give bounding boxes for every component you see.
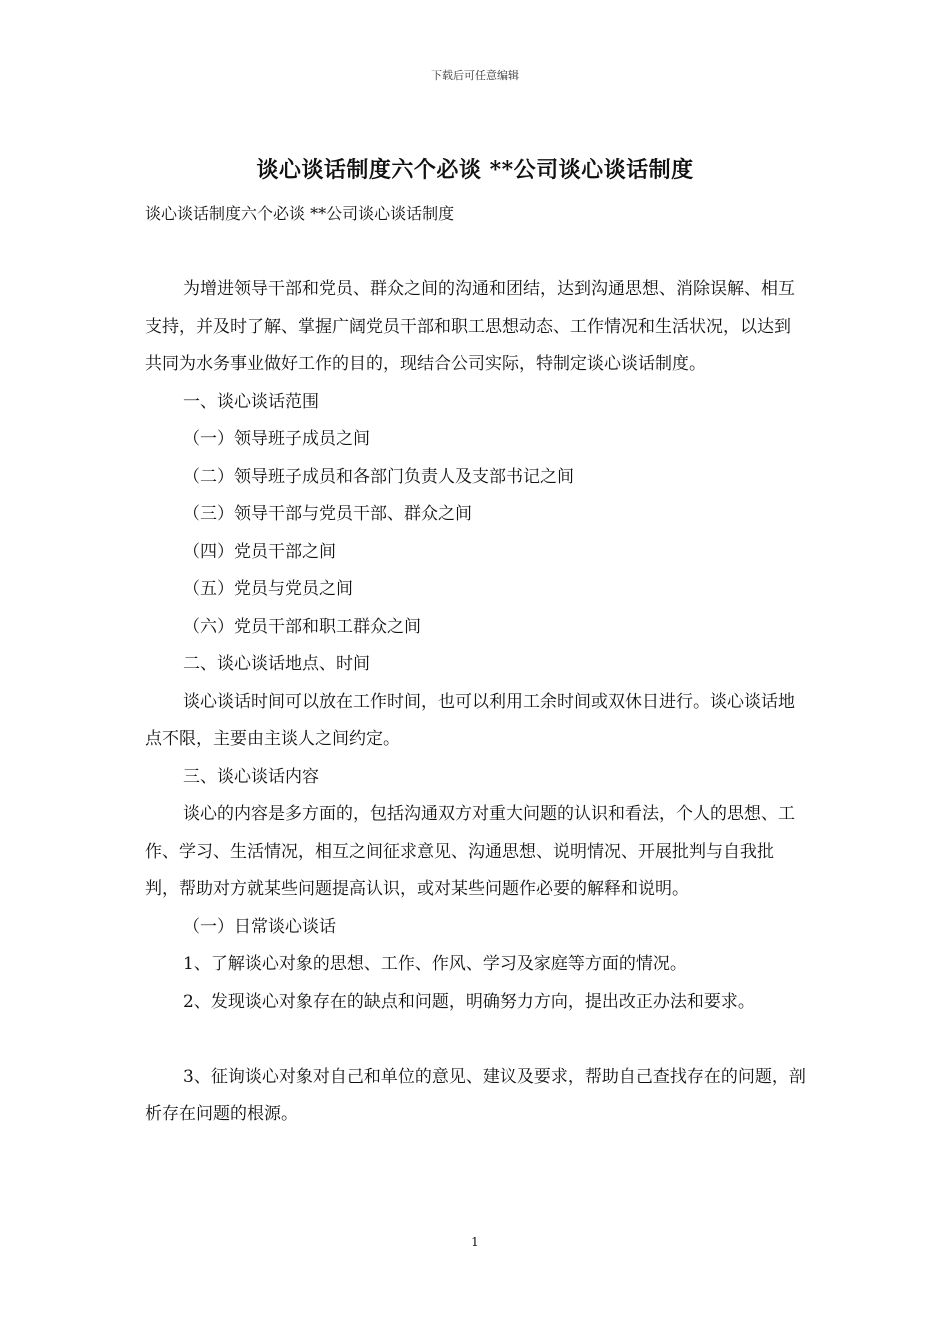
document-title: 谈心谈话制度六个必谈 **公司谈心谈话制度 xyxy=(256,157,694,183)
location-time-paragraph: 谈心谈话时间可以放在工作时间，也可以利用工余时间或双休日进行。谈心谈话地点不限，主要由主谈人之间约定。 xyxy=(145,691,795,749)
subsection-heading-daily: （一）日常谈心谈话 xyxy=(183,916,336,937)
daily-item: 2、发现谈心对象存在的缺点和问题，明确努力方向，提出改正办法和要求。 xyxy=(183,991,755,1012)
section-heading-scope: 一、谈心谈话范围 xyxy=(183,391,319,412)
scope-item: （六）党员干部和职工群众之间 xyxy=(183,616,421,637)
section-heading-location-time: 二、谈心谈话地点、时间 xyxy=(183,654,370,674)
scope-item: （四）党员干部之间 xyxy=(183,541,336,562)
daily-item: 3、征询谈心对象对自己和单位的意见、建议及要求，帮助自己查找存在的问题，剖析存在问题的根源。 xyxy=(145,1066,806,1124)
content-paragraph: 谈心的内容是多方面的，包括沟通双方对重大问题的认识和看法，个人的思想、工作、学习、生活情况，相互之间征求意见、沟通思想、说明情况、开展批判与自我批判，帮助对方就某些问题提高认识，或对某些问题作必要的解释和说明。 xyxy=(145,804,795,899)
scope-item: （五）党员与党员之间 xyxy=(183,579,353,599)
daily-item: 1、了解谈心对象的思想、工作、作风、学习及家庭等方面的情况。 xyxy=(183,954,687,974)
section-heading-content: 三、谈心谈话内容 xyxy=(183,766,319,787)
scope-item: （一）领导班子成员之间 xyxy=(183,429,370,449)
intro-paragraph: 为增进领导干部和党员、群众之间的沟通和团结，达到沟通思想、消除误解、相互支持，并及时了解、掌握广阔党员干部和职工思想动态、工作情况和生活状况，以达到共同为水务事业做好工作的目的，现结合公司实际，特制定谈心谈话制度。 xyxy=(145,279,795,374)
document-subtitle: 谈心谈话制度六个必谈 **公司谈心谈话制度 xyxy=(145,204,455,223)
scope-item: （三）领导干部与党员干部、群众之间 xyxy=(183,504,472,524)
scope-item: （二）领导班子成员和各部门负责人及支部书记之间 xyxy=(183,466,574,487)
header-note: 下载后可任意编辑 xyxy=(431,69,519,82)
page-number: 1 xyxy=(471,1235,479,1249)
document-body xyxy=(145,271,807,1134)
